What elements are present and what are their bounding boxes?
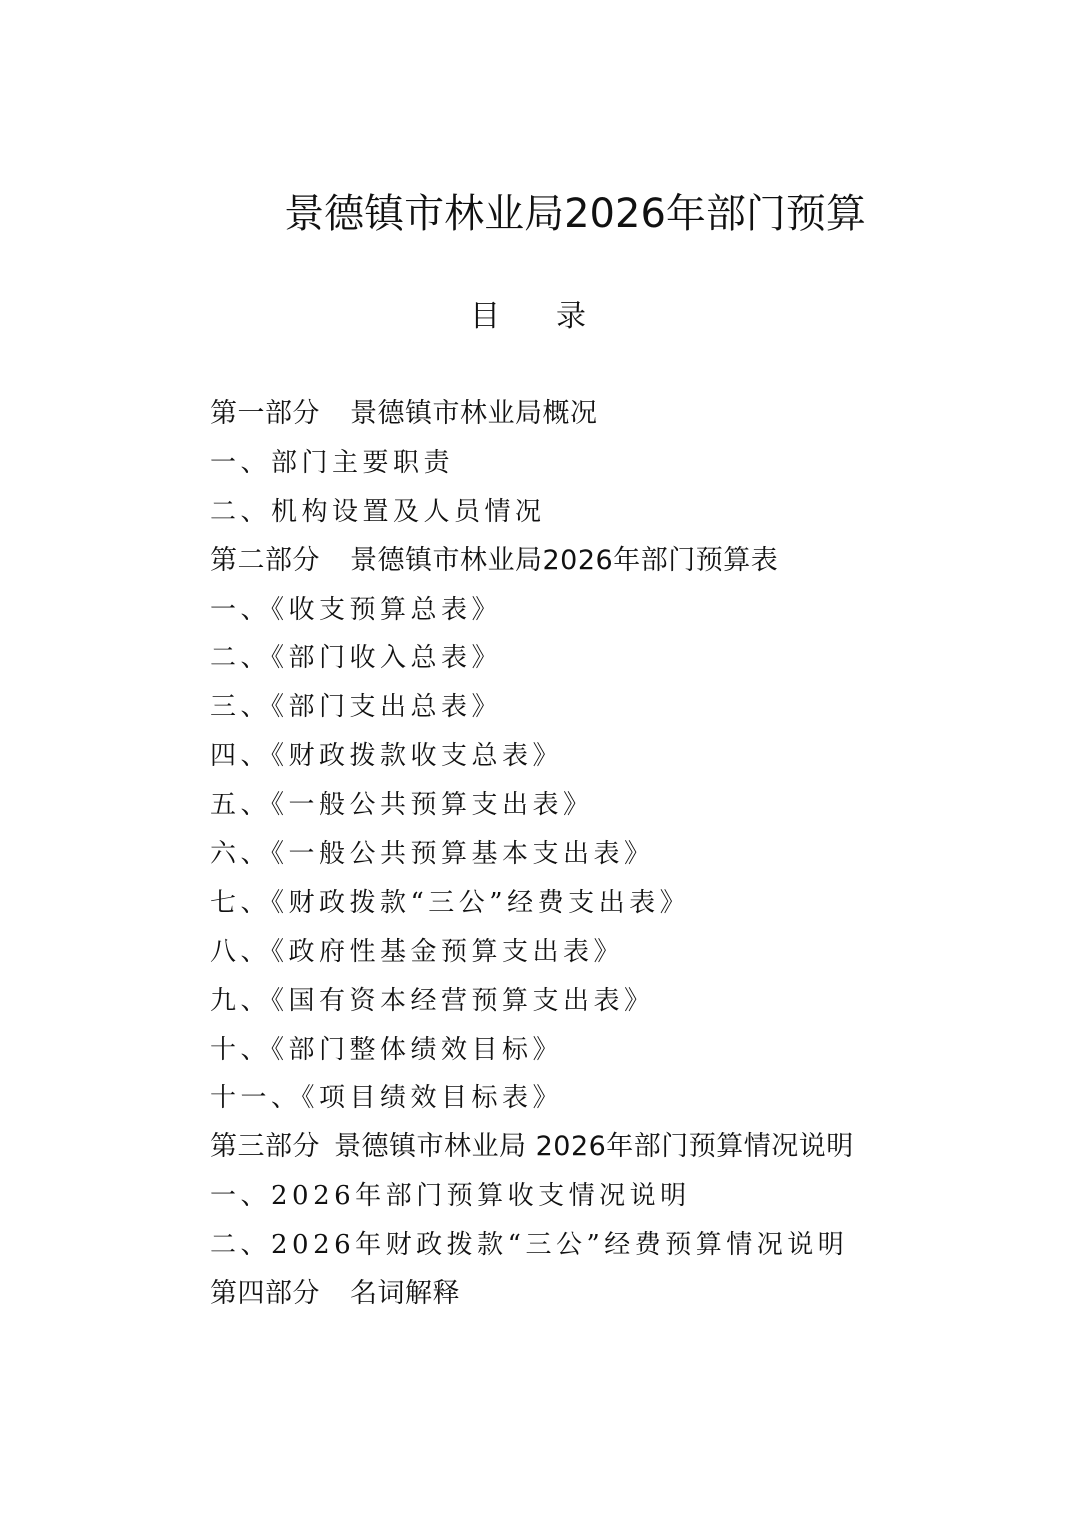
toc-item[interactable]: 二、2026年财政拨款“三公”经费预算情况说明 [210,1230,849,1261]
toc-item[interactable]: 一、部门主要职责 [210,447,455,478]
toc-item[interactable]: 三、《部门支出总表》 [210,692,503,723]
part-title: 景德镇市林业局 2026年部门预算情况说明 [334,1131,854,1163]
toc-item[interactable]: 一、2026年部门预算收支情况说明 [210,1181,691,1212]
toc-item[interactable]: 二、《部门收入总表》 [210,643,503,674]
toc-item[interactable]: 一、《收支预算总表》 [210,594,503,625]
toc-item[interactable]: 九、《国有资本经营预算支出表》 [210,985,655,1016]
part-title: 景德镇市林业局概况 [350,398,598,429]
part-title: 景德镇市林业局2026年部门预算表 [350,544,779,576]
toc-part-2[interactable] [210,539,1070,588]
toc-item[interactable]: 六、《一般公共预算基本支出表》 [210,839,655,870]
document-title: 景德镇市林业局2026年部门预算 [284,191,866,237]
toc-item[interactable]: 七、《财政拨款“三公”经费支出表》 [210,887,691,918]
table-of-contents [210,392,1070,1321]
toc-item[interactable]: 八、《政府性基金预算支出表》 [210,936,625,967]
part-title: 名词解释 [350,1278,460,1310]
toc-part-4[interactable] [210,1272,1070,1321]
toc-part-3[interactable] [210,1125,1070,1174]
part-label: 第四部分 [210,1278,320,1310]
toc-heading: 目录 [470,299,642,334]
toc-item[interactable]: 十、《部门整体绩效目标》 [210,1034,564,1065]
toc-item[interactable]: 四、《财政拨款收支总表》 [210,741,564,772]
toc-item[interactable]: 十一、《项目绩效目标表》 [210,1083,564,1114]
toc-item[interactable]: 二、机构设置及人员情况 [210,496,546,527]
part-label: 第三部分 [210,1131,320,1163]
toc-part-1[interactable] [210,392,1070,441]
part-label: 第二部分 [210,544,320,576]
toc-item[interactable]: 五、《一般公共预算支出表》 [210,790,594,821]
part-label: 第一部分 [210,398,320,429]
